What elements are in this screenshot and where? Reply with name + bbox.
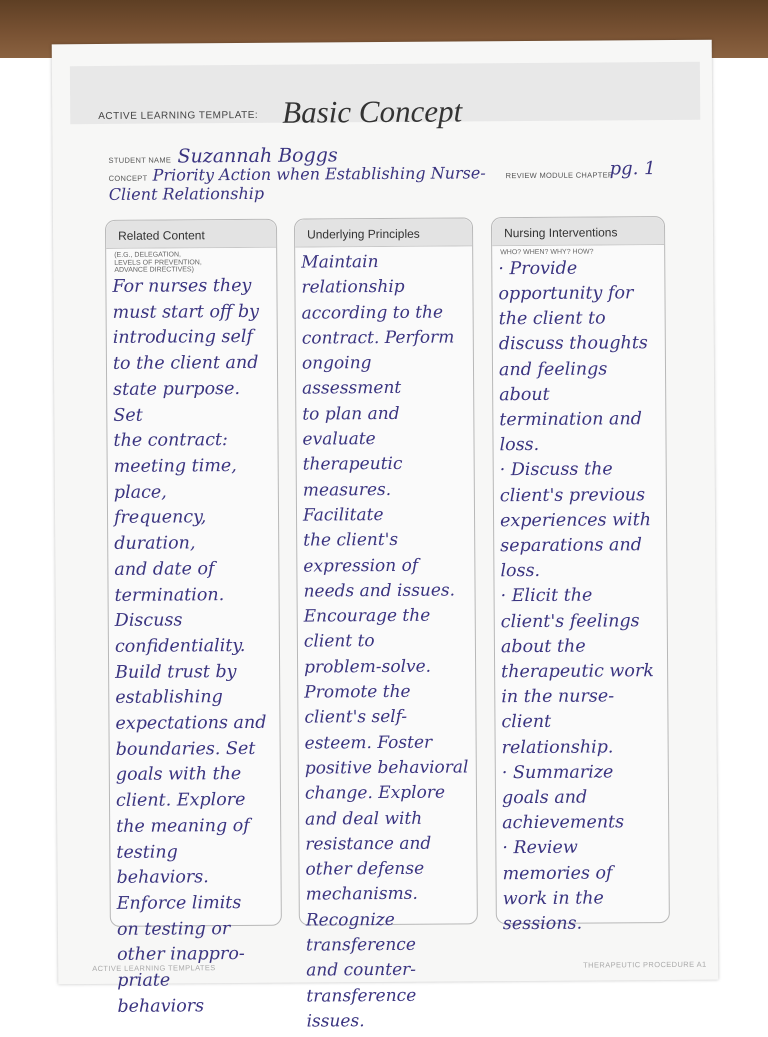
review-module-label: REVIEW MODULE CHAPTER <box>505 170 614 181</box>
footer-left: ACTIVE LEARNING TEMPLATES <box>92 963 216 974</box>
underlying-principles-column <box>294 217 478 1032</box>
template-title: Basic Concept <box>282 93 463 130</box>
student-name-value: Suzannah Boggs <box>177 144 338 168</box>
nursing-interventions-subheading: WHO? WHEN? WHY? HOW? <box>500 248 594 257</box>
nursing-interventions-text: · Provide opportunity for the client to discuss thoughts and feelings about termination and loss. · Discuss the client's previous experiences with separations and loss. · Elicit the client's feelings about the therapeutic work in the nurse- client relationship. · Summarize goals and achievements · Review memories of work in the sessions. <box>498 258 654 935</box>
concept-value-line2: Client Relationship <box>108 183 265 204</box>
related-content-heading: Related Content <box>106 220 276 249</box>
review-module-value: pg. 1 <box>609 158 656 180</box>
underlying-principles-text: Maintain relationship according to the contract. Perform ongoing assessment to plan and evaluate therapeutic measures. Facilitate the client's expression of needs and issues. Encourage the client to problem-solve. Promote the client's self- esteem. Foster positive behavioral change. Explore and deal with resistance and other defense mechanisms. Recognize transference and counter- transference issues. <box>301 252 469 1032</box>
student-name-label: STUDENT NAME <box>108 155 172 165</box>
related-content-text: For nurses they must start off by introducing self to the client and state purpose. Set the contract: meeting time, place, frequency, duration, and date of termination. Discuss confidentiality. Build trust by establishing expectations and boundaries. Set goals with the client. Explore the meaning of testing behaviors. Enforce limits on testing or other inappro- priate behaviors <box>112 275 267 1017</box>
worksheet-page <box>52 40 719 1032</box>
related-content-subheading: (E.G., DELEGATION, LEVELS OF PREVENTION, ADVANCE DIRECTIVES) <box>114 251 202 275</box>
concept-value-line1: Priority Action when Establishing Nurse- <box>152 163 486 185</box>
underlying-principles-heading: Underlying Principles <box>295 218 472 247</box>
footer-right: THERAPEUTIC PROCEDURE A1 <box>583 959 707 970</box>
nursing-interventions-column <box>491 216 670 935</box>
template-label: ACTIVE LEARNING TEMPLATE: <box>98 109 259 122</box>
concept-label: CONCEPT <box>108 173 148 183</box>
nursing-interventions-heading: Nursing Interventions <box>492 217 664 246</box>
